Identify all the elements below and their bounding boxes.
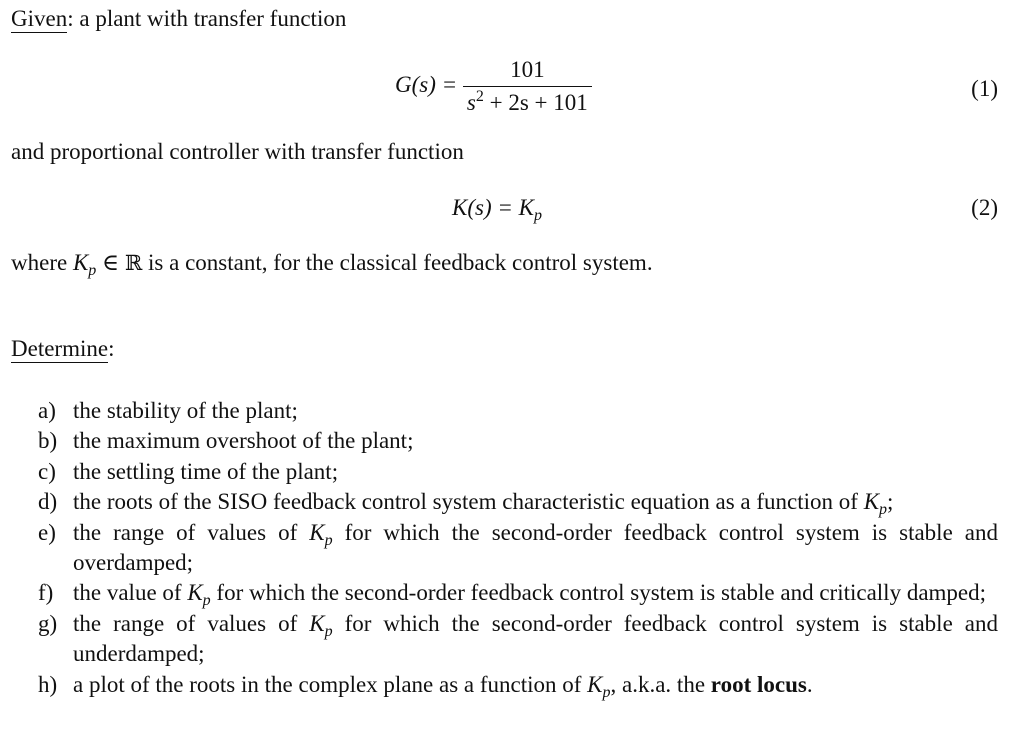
- item-text: the roots of the SISO feedback control system characteristic equation as a function of: [73, 489, 864, 515]
- eq1-den-s: s: [466, 90, 476, 115]
- root-locus-term: root locus: [710, 671, 807, 697]
- determine-label: Determine: [11, 336, 109, 361]
- item-k: K: [187, 580, 203, 606]
- eq1-denominator: [463, 87, 592, 117]
- eq1-den-rest: + 2s + 101: [483, 90, 588, 115]
- given-label: Given: [11, 6, 68, 31]
- controller-text: and proportional controller with transfer function: [11, 139, 464, 164]
- item-label: a): [38, 398, 56, 423]
- item-k: K: [587, 671, 603, 697]
- equation-2: [452, 193, 542, 223]
- determine-colon: :: [108, 336, 115, 361]
- eq2-sub: p: [533, 207, 542, 224]
- equation-1-number: (1): [971, 76, 998, 101]
- item-text: the maximum overshoot of the plant;: [73, 428, 414, 454]
- item-text-end: for which the second-order feedback control system is stable and overdamped;: [73, 519, 998, 576]
- where-line: [11, 248, 653, 278]
- eq1-fraction: [463, 56, 592, 117]
- item-text: the range of values of: [73, 610, 310, 636]
- item-sub: p: [324, 622, 333, 640]
- given-intro: a plant with transfer function: [73, 6, 347, 31]
- reals-symbol: ℝ: [124, 251, 143, 275]
- item-k: K: [309, 610, 325, 636]
- item-label: b): [38, 428, 58, 454]
- where-word: where: [11, 250, 73, 275]
- item-sub: p: [879, 501, 888, 519]
- item-text: the value of: [73, 580, 188, 606]
- item-label: d): [38, 489, 58, 515]
- item-text: a plot of the roots in the complex plane as a function of: [73, 671, 588, 697]
- item-text-end: ;: [887, 489, 894, 515]
- item-k: K: [863, 489, 880, 515]
- item-sub: p: [324, 531, 333, 549]
- list-item: [38, 578, 998, 608]
- where-k: K: [72, 250, 89, 275]
- eq1-numerator: 101: [463, 56, 592, 87]
- item-label: c): [38, 458, 56, 484]
- determine-heading: [11, 334, 114, 364]
- item-k: K: [309, 519, 325, 545]
- eq1-den-exp: 2: [475, 88, 484, 105]
- item-text-mid: , a.k.a. the: [610, 671, 711, 697]
- item-text: the range of values of: [73, 519, 310, 545]
- item-text-end: .: [806, 671, 813, 697]
- list-item: [38, 457, 998, 487]
- list-item: [38, 396, 998, 426]
- where-rest: is a constant, for the classical feedback control system.: [142, 250, 653, 275]
- eq2-lhs: K(s) = K: [452, 195, 534, 220]
- equation-1: [395, 56, 592, 117]
- list-item: [38, 518, 998, 579]
- where-in: ∈: [96, 250, 125, 275]
- item-text: the stability of the plant;: [73, 398, 298, 423]
- item-text-end: for which the second-order feedback control system is stable and underdamped;: [73, 610, 998, 667]
- item-sub: p: [202, 592, 211, 610]
- given-colon: :: [67, 6, 74, 31]
- list-item: [38, 426, 998, 456]
- item-label: g): [38, 610, 58, 636]
- list-item: [38, 487, 998, 517]
- equation-2-number: (2): [971, 195, 998, 220]
- where-sub: p: [88, 262, 97, 279]
- item-label: e): [38, 519, 56, 545]
- item-text-end: for which the second-order feedback control system is stable and critically damped;: [210, 580, 987, 606]
- list-item: [38, 670, 998, 700]
- given-line: [11, 4, 346, 34]
- list-item: [38, 609, 998, 670]
- task-list: [38, 396, 998, 700]
- item-label: f): [38, 580, 54, 606]
- item-text: the settling time of the plant;: [73, 458, 339, 484]
- item-label: h): [38, 671, 58, 697]
- item-sub: p: [602, 683, 611, 701]
- eq1-lhs: G(s) =: [395, 71, 458, 97]
